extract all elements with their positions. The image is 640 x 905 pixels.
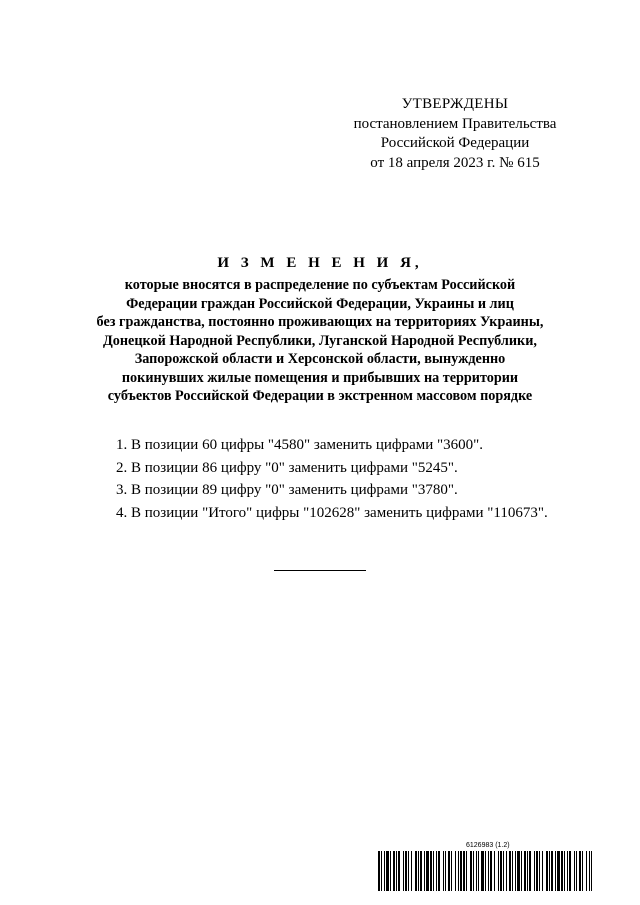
approval-line: Российской Федерации — [380, 135, 530, 151]
change-item: 3. В позиции 89 цифру "0" заменить цифрами "3780". — [116, 482, 458, 498]
barcode-bars — [378, 851, 592, 891]
change-item: 2. В позиции 86 цифру "0" заменить цифрами "5245". — [116, 459, 458, 476]
subtitle-line: которые вносятся в распределение по субъектам Российской — [124, 277, 516, 293]
separator-line — [274, 570, 366, 571]
change-item: 1. В позиции 60 цифры "4580" заменить цифрами "3600". — [116, 437, 484, 453]
subtitle-line: Федерации граждан Российской Федерации, Украины и лиц — [126, 295, 514, 312]
change-item: 4. В позиции "Итого" цифры "102628" заменить цифрами "110673". — [116, 504, 548, 521]
subtitle-line: без гражданства, постоянно проживающих на территориях Украины, — [96, 314, 544, 330]
barcode — [378, 842, 592, 892]
subtitle-line: Донецкой Народной Республики, Луганской Народной Республики, — [103, 332, 537, 349]
document-title — [40, 253, 600, 406]
title-heading: И З М Е Н Е Н И Я, — [217, 255, 423, 271]
changes-list — [116, 434, 548, 524]
subtitle-line: покинувших жилые помещения и прибывших на территории — [121, 369, 519, 386]
barcode-digits: 6126983 (1.2) — [466, 842, 510, 849]
subtitle-line: субъектов Российской Федерации в экстренном массовом порядке — [107, 388, 533, 404]
subtitle-line: Запорожской области и Херсонской области, вынужденно — [134, 351, 506, 367]
approval-line: от 18 апреля 2023 г. № 615 — [370, 154, 540, 171]
approval-line: постановлением Правительства — [353, 115, 557, 132]
approval-block — [340, 95, 570, 173]
approval-heading: УТВЕРЖДЕНЫ — [401, 96, 509, 112]
